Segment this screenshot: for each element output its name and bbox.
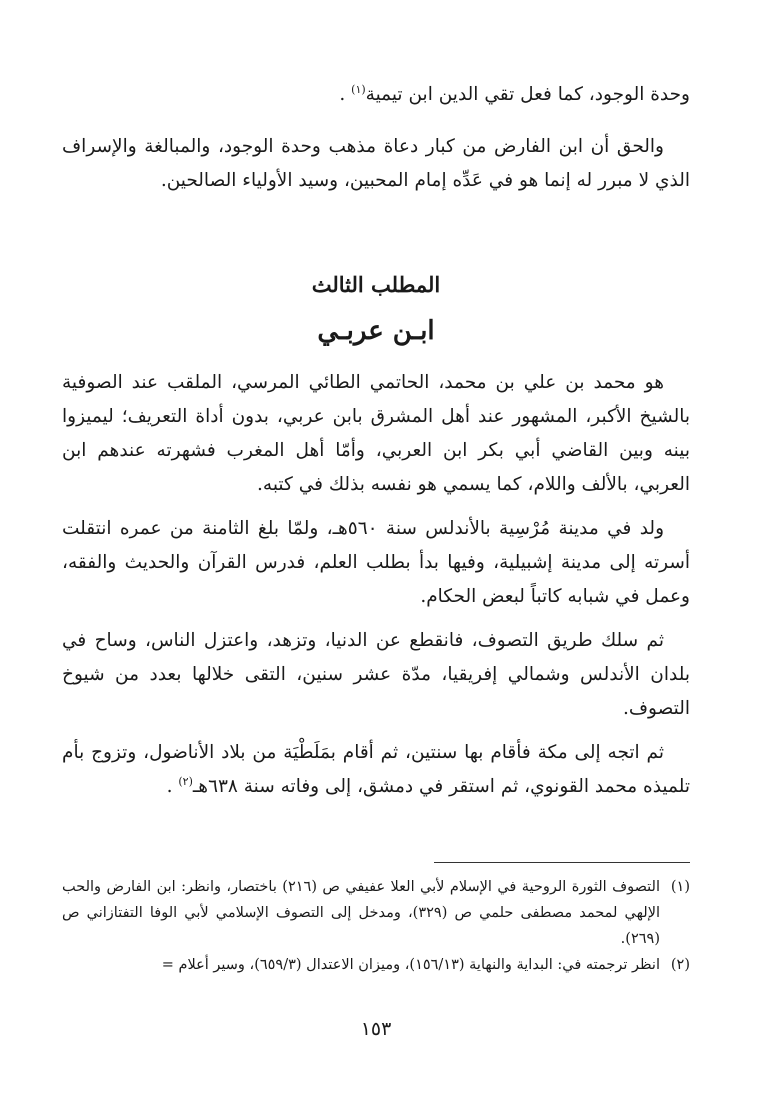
footnote-1-number: (١) [670, 879, 690, 895]
intro-continuation-text: وحدة الوجود، كما فعل تقي الدين ابن تيمية [365, 84, 690, 105]
sufism-paragraph: ثم سلك طريق التصوف، فانقطع عن الدنيا، وتزهد، واعتزل الناس، وساح في بلدان الأندلس وشمالي إفريقيا، مدّة عشر سنين، التقى خلالها بعدد من شيوخ التصوف. [62, 630, 690, 719]
travel-paragraph-text: ثم اتجه إلى مكة فأقام بها سنتين، ثم أقام بمَلَطْيَة من بلاد الأناضول، وتزوج بأم تلميذه محمد القونوي، ثم استقر في دمشق، إلى وفاته سنة ٦٣٨هـ [62, 742, 690, 797]
footnote-2-number: (٢) [670, 957, 690, 973]
intro-continuation-paragraph [62, 78, 690, 112]
footnotes [62, 874, 690, 978]
truth-paragraph: والحق أن ابن الفارض من كبار دعاة مذهب وحدة الوجود، والمبالغة والإسراف الذي لا مبرر له إنما هو في عَدِّه إمام المحبين، وسيد الأولياء الصالحين. [62, 136, 690, 191]
footnote-2 [62, 952, 690, 978]
intro-continuation-tail: . [339, 84, 346, 105]
footnote-2-text: انظر ترجمته في: البداية والنهاية (١٥٦/١٣)، وميزان الاعتدال (٦٥٩/٣)، وسير أعلام = [161, 957, 660, 973]
travel-paragraph [62, 736, 690, 804]
page-number: ١٥٣ [360, 1018, 392, 1040]
footnote-1 [62, 874, 690, 952]
footnote-ref-2[interactable]: (٢) [178, 774, 193, 788]
birth-paragraph: ولد في مدينة مُرْسِية بالأندلس سنة ٥٦٠هـ، ولمّا بلغ الثامنة من عمره انتقلت أسرته إلى مدينة إشبيلية، وفيها بدأ بطلب العلم، فدرس القرآن والحديث والفقه، وعمل في شبابه كاتباً لبعض الحكام. [62, 518, 690, 607]
travel-paragraph-tail: . [166, 776, 173, 797]
footnote-divider [434, 862, 690, 863]
footnote-1-text: التصوف الثورة الروحية في الإسلام لأبي العلا عفيفي ص (٢١٦) باختصار، وانظر: ابن الفارض والحب الإلهي لمحمد مصطفى حلمي ص (٣٢٩)، ومدخل إلى التصوف الإسلامي لأبي الوفا التفتازاني ص (٢٦٩). [62, 879, 661, 947]
footnote-ref-1[interactable]: (١) [351, 82, 366, 96]
bio-paragraph: هو محمد بن علي بن محمد، الحاتمي الطائي المرسي، الملقب عند الصوفية بالشيخ الأكبر، المشهور عند أهل المشرق بابن عربي، بدون أداة التعريف؛ ليميزوا بينه وبين القاضي أبي بكر ابن العربي، وأمّا أهل المغرب فشهرته عندهم ابن العربي، بالألف واللام، كما يسمي هو نفسه بذلك في كتبه. [62, 372, 690, 495]
book-page [62, 0, 690, 1102]
section-title: ابـن عربـي [317, 316, 435, 346]
section-heading: المطلب الثالث [311, 272, 441, 297]
